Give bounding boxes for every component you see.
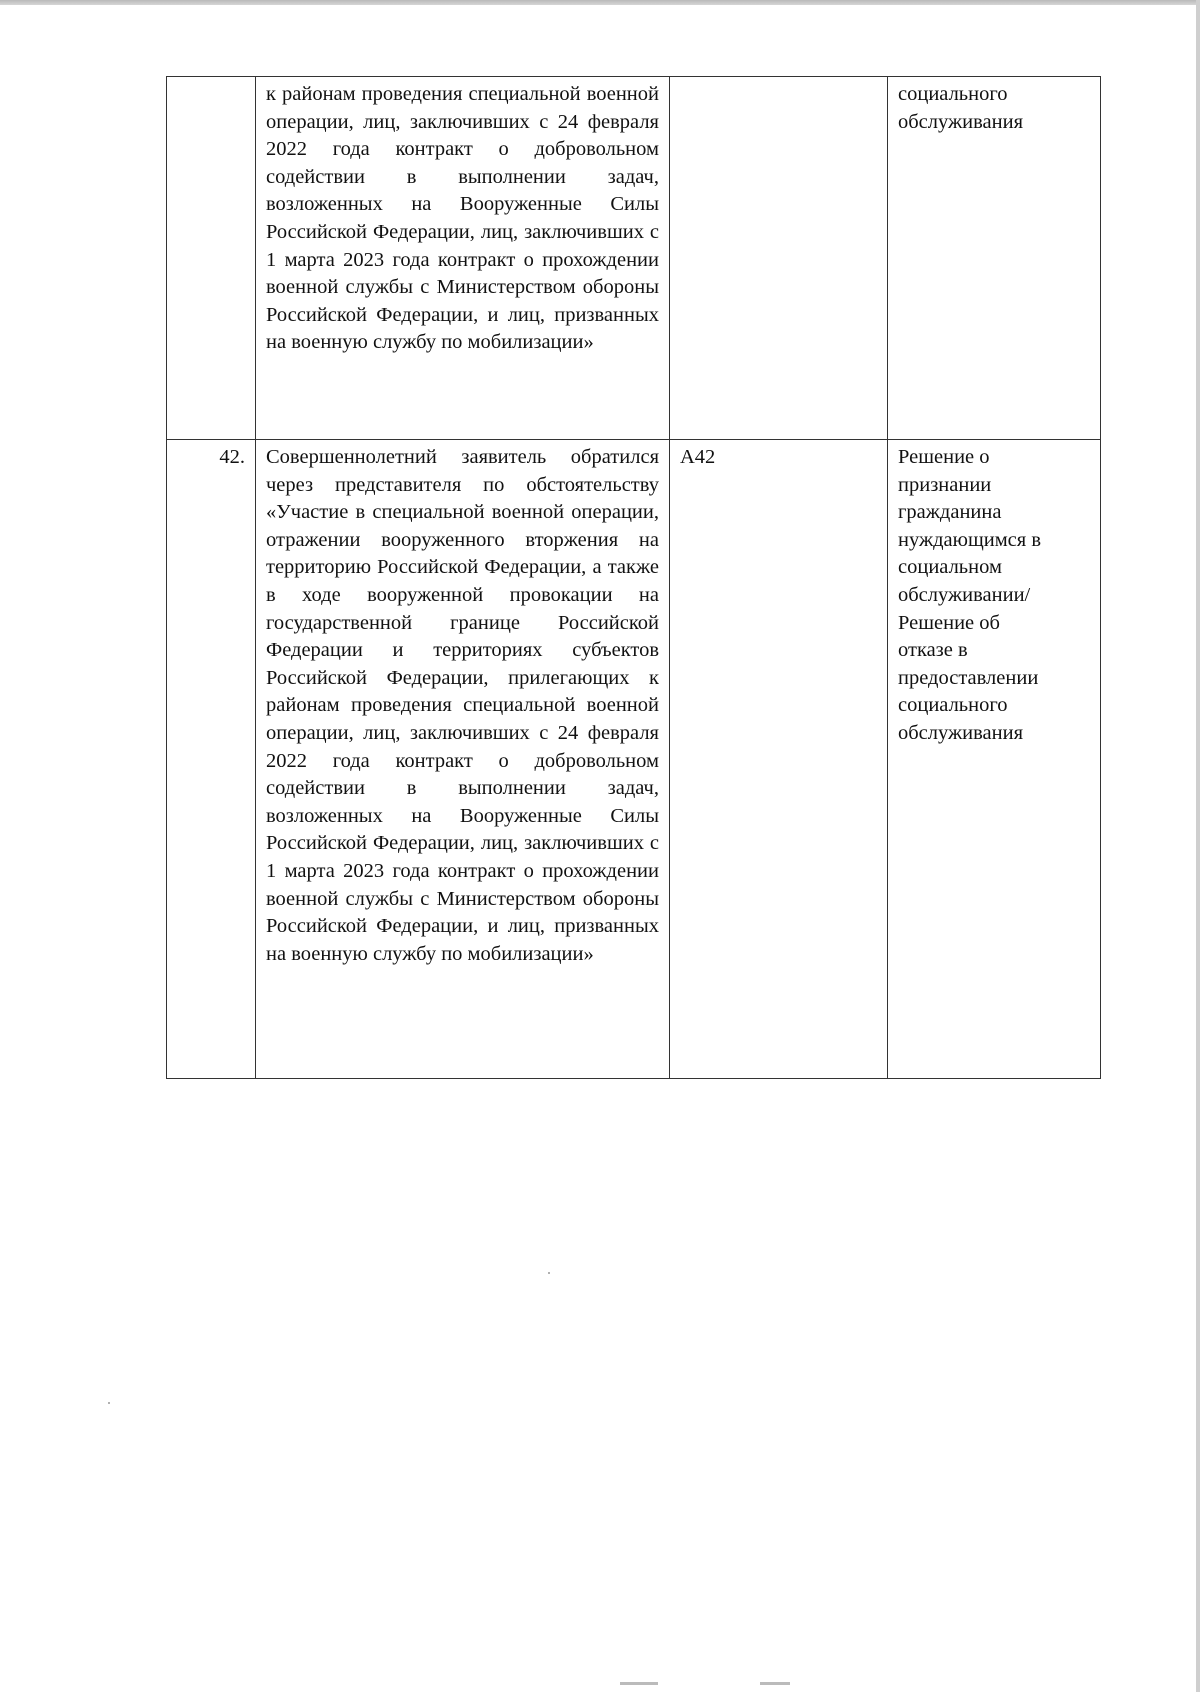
row-number-cell bbox=[167, 77, 256, 440]
scan-top-edge bbox=[0, 0, 1200, 5]
circumstance-cell: к районам проведения специальной военной операции, лиц, заключивших с 24 февраля 2022 года контракт о добровольном содействии в выполнении задач, возложенных на Вооруженные Силы Российской Федерации, лиц, заключивших с 1 марта 2023 года контракт о прохождении военной службы с Министерством обороны Российской Федерации, и лиц, призванных на военную службу по мобилизации» bbox=[256, 77, 670, 440]
circumstance-cell: Совершеннолетний заявитель обратился через представителя по обстоятельству «Участие в специальной военной операции, отражении вооруженного вторжения на территорию Российской Федерации, а также в ходе вооруженной провокации на государственной границе Российской Федерации и территориях субъектов Российской Федерации, прилегающих к районам проведения специальной военной операции, лиц, заключивших с 24 февраля 2022 года контракт о добровольном содействии в выполнении задач, возложенных на Вооруженные Силы Российской Федерации, лиц, заключивших с 1 марта 2023 года контракт о прохождении военной службы с Министерством обороны Российской Федерации, и лиц, призванных на военную службу по мобилизации» bbox=[256, 440, 670, 1079]
scan-right-edge bbox=[1196, 0, 1200, 1692]
scan-speck bbox=[548, 1272, 550, 1274]
row-number-cell: 42. bbox=[167, 440, 256, 1079]
scan-speck bbox=[108, 1402, 110, 1404]
result-cell: Решение о признании гражданина нуждающимся в социальном обслуживании/ Решение об отказе в предоставлении социального обслуживания bbox=[888, 440, 1101, 1079]
scan-footer-marks bbox=[620, 1682, 800, 1688]
code-cell bbox=[670, 77, 888, 440]
result-cell: социального обслуживания bbox=[888, 77, 1101, 440]
document-table-container bbox=[166, 76, 1100, 1079]
document-table bbox=[166, 76, 1101, 1079]
table-row-42 bbox=[167, 440, 1101, 1079]
table-row-continuation bbox=[167, 77, 1101, 440]
code-cell: А42 bbox=[670, 440, 888, 1079]
